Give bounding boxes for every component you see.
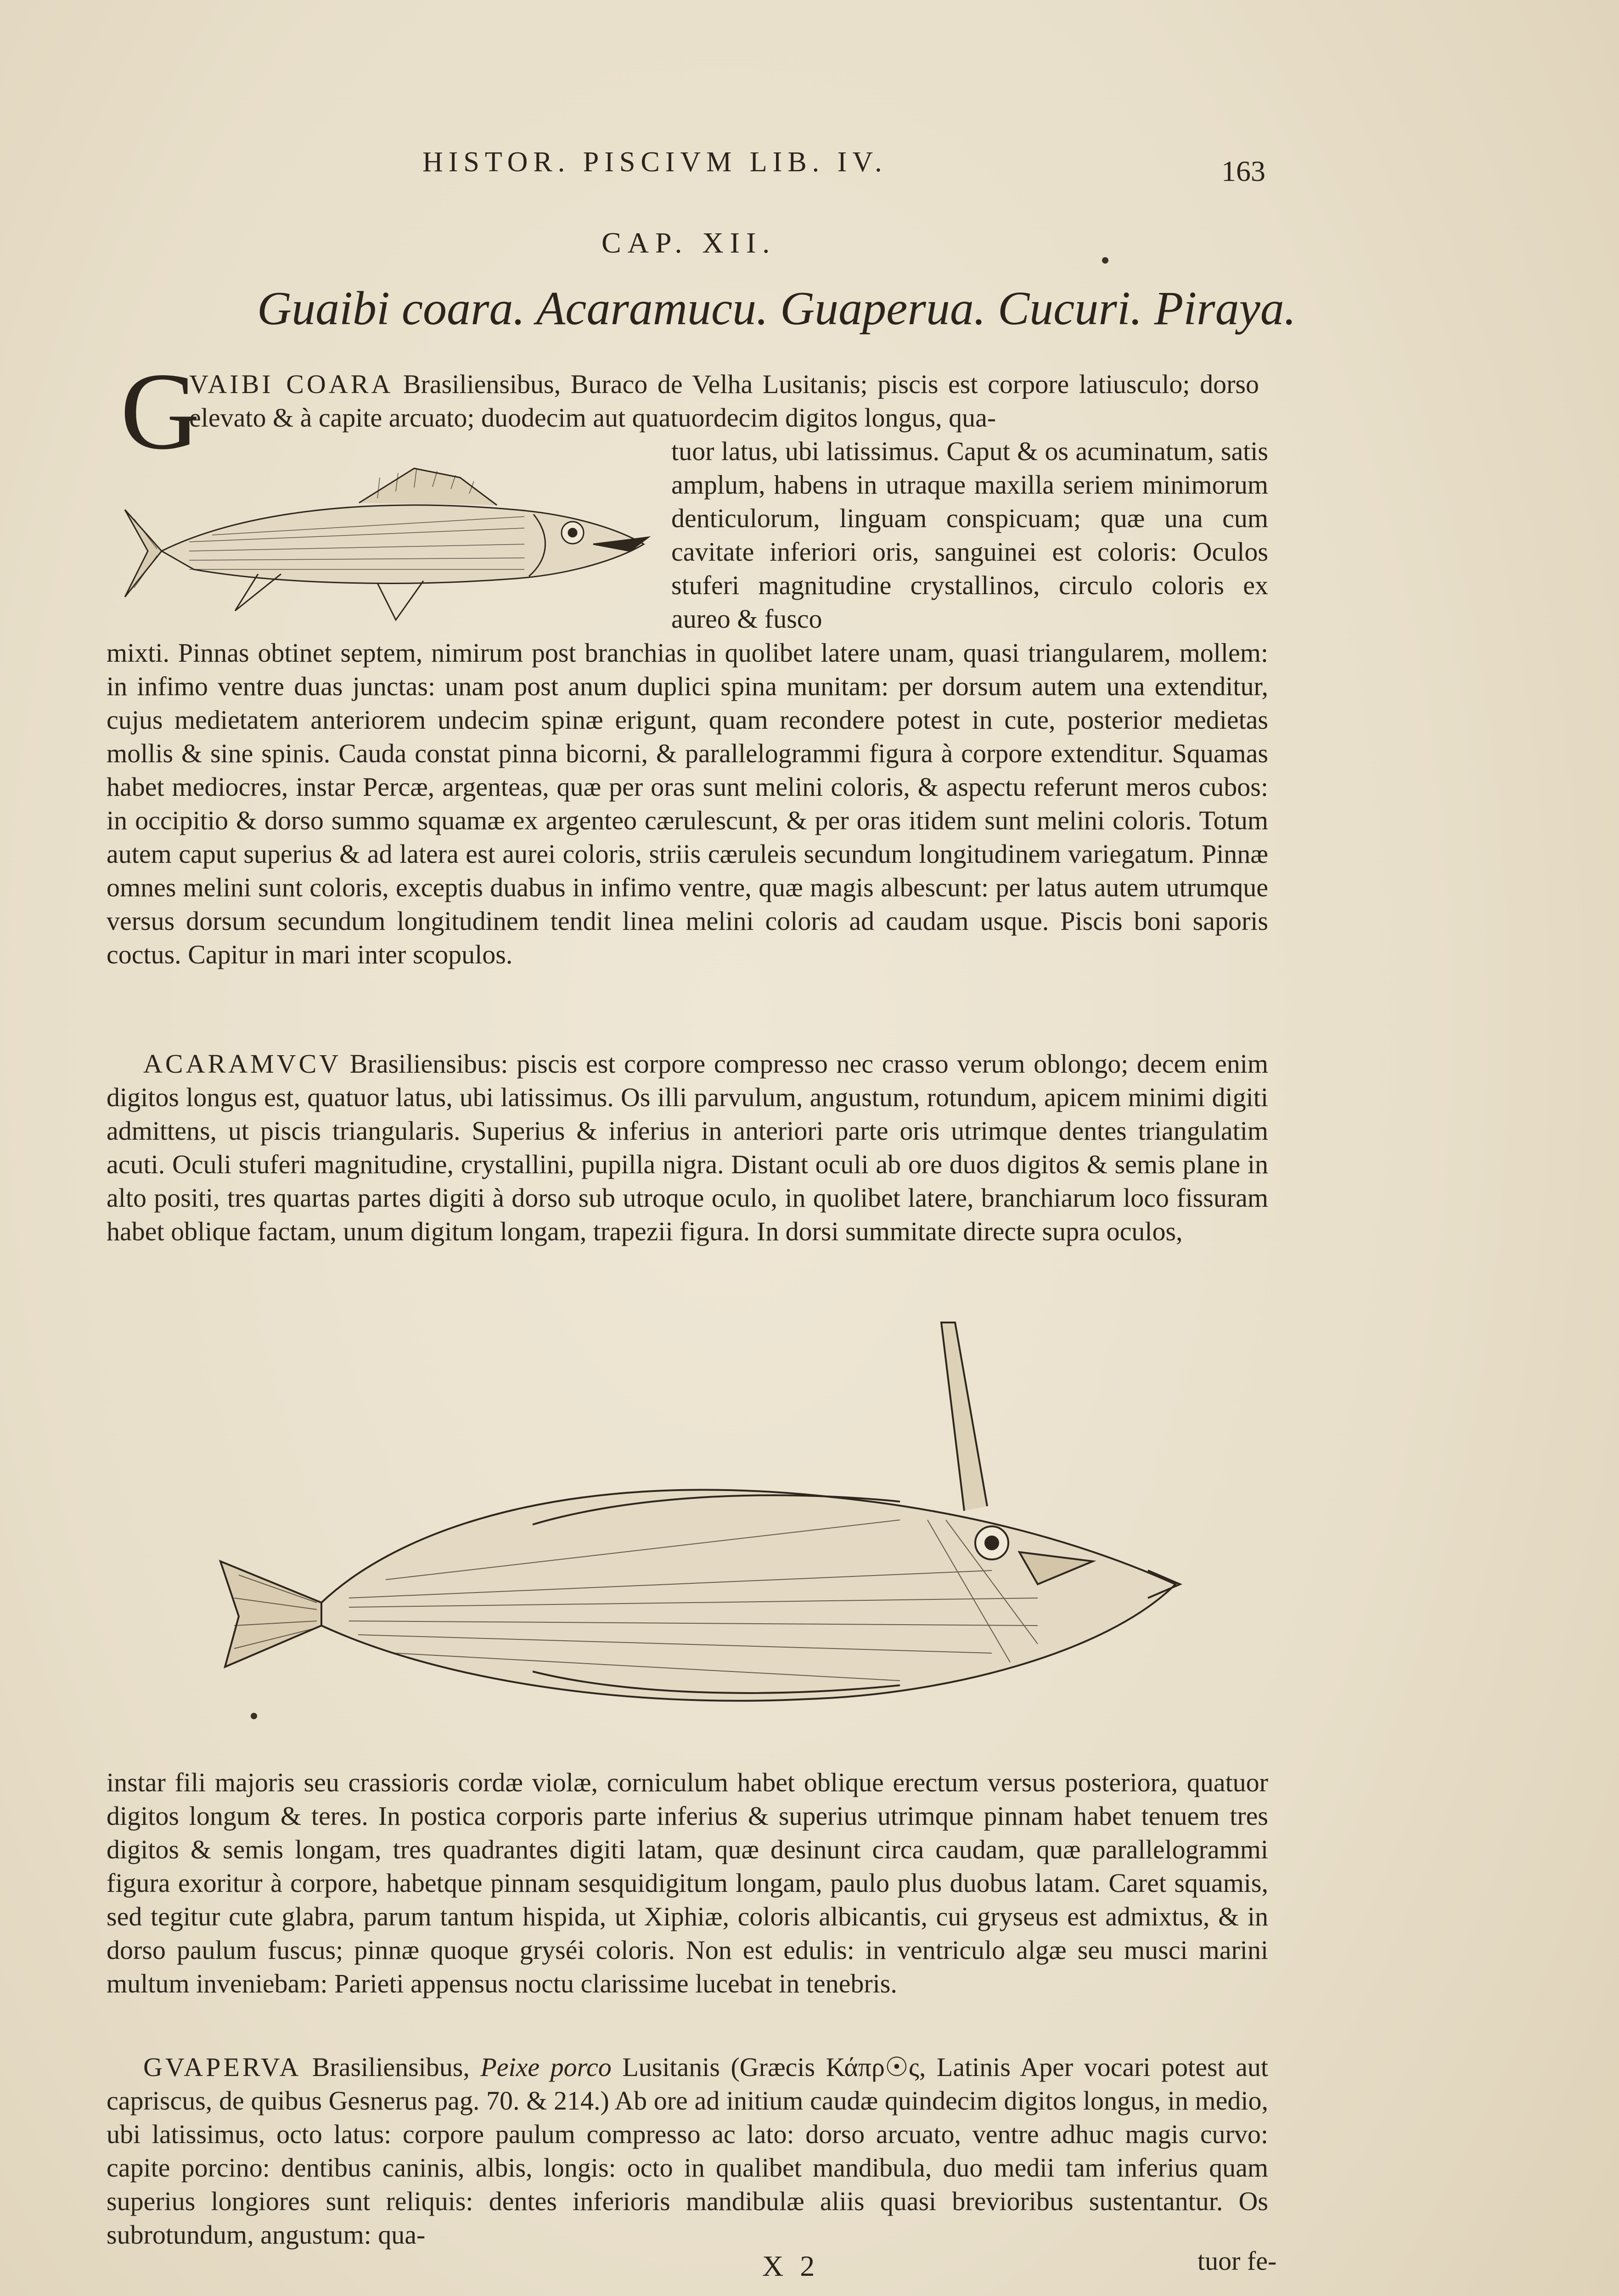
page-number: 163 (1221, 155, 1265, 187)
paragraph-text: Brasiliensibus: piscis est corpore compresso nec crasso verum oblongo; decem enim digitos longus est, quatuor latus, ubi latissimus. Os illi parvulum, angustum, rotundum, apicem minimi digiti admittens, ut piscis triangularis. Superius & inferius in anteriori parte oris utrimque dentes triangulatim acuti. Oculi stuferi magnitudine, crystallini, pupilla nigra. Distant oculi ab ore duos digitos & semis plane in alto positi, tres quartas partes digiti à dorso sub utroque oculo, in quolibet latere, branchiarum loco fissuram habet oblique factam, unum digitum longam, trapezii figura. In dorsi summitate directe supra oculos, (107, 1049, 1269, 1246)
paragraph-text: mixti. Pinnas obtinet septem, nimirum post branchias in quolibet latere unam, quasi triangularem, mollem: in infimo ventre duas junctas: unam post anum duplici spina munitam: per dorsum autem una extenditur, cujus medietatem anteriorem undecim spinæ erigunt, quam recondere potest in cute, posterior medietas mollis & sine spinis. Cauda constat pinna bicorni, & parallelogrammi figura à corpore extenditur. Squamas habet mediocres, instar Percæ, argenteas, quæ per oras sunt melini coloris, & aspectu referunt meros cubos: in occipitio & dorso summo squamæ ex argenteo cærulescunt, & per oras itidem sunt melini coloris. Totum autem caput superius & ad latera est aurei coloris, striis cæruleis secundum longitudinem variegatum. Pinnæ omnes melini sunt coloris, exceptis duabus in infimo ventre, quæ magis albescunt: per latus autem utrumque versus dorsum secundum longitudinem tendit linea melini coloris ad caudam usque. Piscis boni saporis coctus. Capitur in mari inter scopulos. (107, 638, 1268, 969)
italic-term: Peixe porco (480, 2052, 612, 2082)
paragraph-text: Brasiliensibus, (312, 2052, 470, 2082)
chapter-title: Guaibi coara. Acaramucu. Guaperua. Cucuri. Piraya. (257, 282, 1296, 335)
running-head: HISTOR. PISCIVM LIB. IV. (422, 146, 888, 178)
lead-word: GVAPERVA (143, 2052, 302, 2082)
paragraph-acaramucu-continued: instar fili majoris seu crassioris cordæ violæ, corniculum habet oblique erectum versus posteriora, quatuor digitos longum & teres. In postica corporis parte inferius & superius utrimque pinnam habet tenuem tres digitos & semis longam, tres quadrantes digiti latam, quæ desinunt circa caudam, quæ parallelogrammi figura exoritur à corpore, habetque pinnam sesquidigitum longam, paulo plus duobus latam. Caret squamis, sed tegitur cute glabra, parum tantum hispida, ut Xiphiæ, coloris albicantis, cui gryseus est admixtus, & in dorso paulum fuscus; pinnæ quoque gryséi coloris. Non est edulis: in ventriculo algæ seu musci marini multum inveniebam: Parieti appensus noctu clarissime lucebat in tenebris. (107, 1767, 1268, 1998)
ink-spot (1102, 257, 1108, 264)
drop-capital: G (120, 350, 200, 472)
lead-word: VAIBI COARA (189, 369, 394, 399)
signature-mark: X 2 (762, 2250, 820, 2282)
catchword: tuor fe- (1197, 2246, 1277, 2276)
acaramucu-fish-icon (211, 1304, 1185, 1763)
guaibi-coara-fish-icon (120, 459, 671, 634)
paragraph-text: Brasiliensibus, Buraco de Velha Lusitanis; piscis est corpore latiusculo; dorso elevato & à capite arcuato; duodecim aut quatuordecim digitos longus, qua- (189, 369, 1259, 433)
paragraph-text-beside-figure: tuor latus, ubi latissimus. Caput & os acuminatum, satis amplum, habens in utraque maxilla seriem minimorum denticulorum, linguam conspicuam; quæ una cum cavitate inferiori oris, sanguinei est coloris: Oculos stuferi magnitudine crystallinos, circulo coloris ex aureo & fusco (671, 436, 1268, 634)
ink-spot (251, 1713, 257, 1719)
paragraph-guaibi-coara-opening (189, 367, 1259, 434)
paragraph-text: Lusitanis (Græcis Κάπρ☉ς, Latinis Aper vocari potest aut capriscus, de quibus Gesnerus pag. 70. & 214.) Ab ore ad initium caudæ quindecim digitos longus, in medio, ubi latissimus, octo latus: corpore paulum compresso ac lato: dorso arcuato, ventre adhuc magis curvo: capite porcino: dentibus caninis, albis, longis: octo in qualibet mandibula, duo medii tam inferius quam superius longiores sunt reliquis: dentes inferioris mandibulæ aliis quasi brevioribus sustentantur. Os subrotundum, angustum: qua- (107, 2052, 1269, 2250)
paragraph-guaperva (107, 2050, 1268, 2251)
paragraph-acaramucu (107, 1047, 1268, 1248)
lead-word: ACARAMVCV (143, 1049, 342, 1079)
chapter-heading: CAP. XII. (602, 226, 776, 259)
